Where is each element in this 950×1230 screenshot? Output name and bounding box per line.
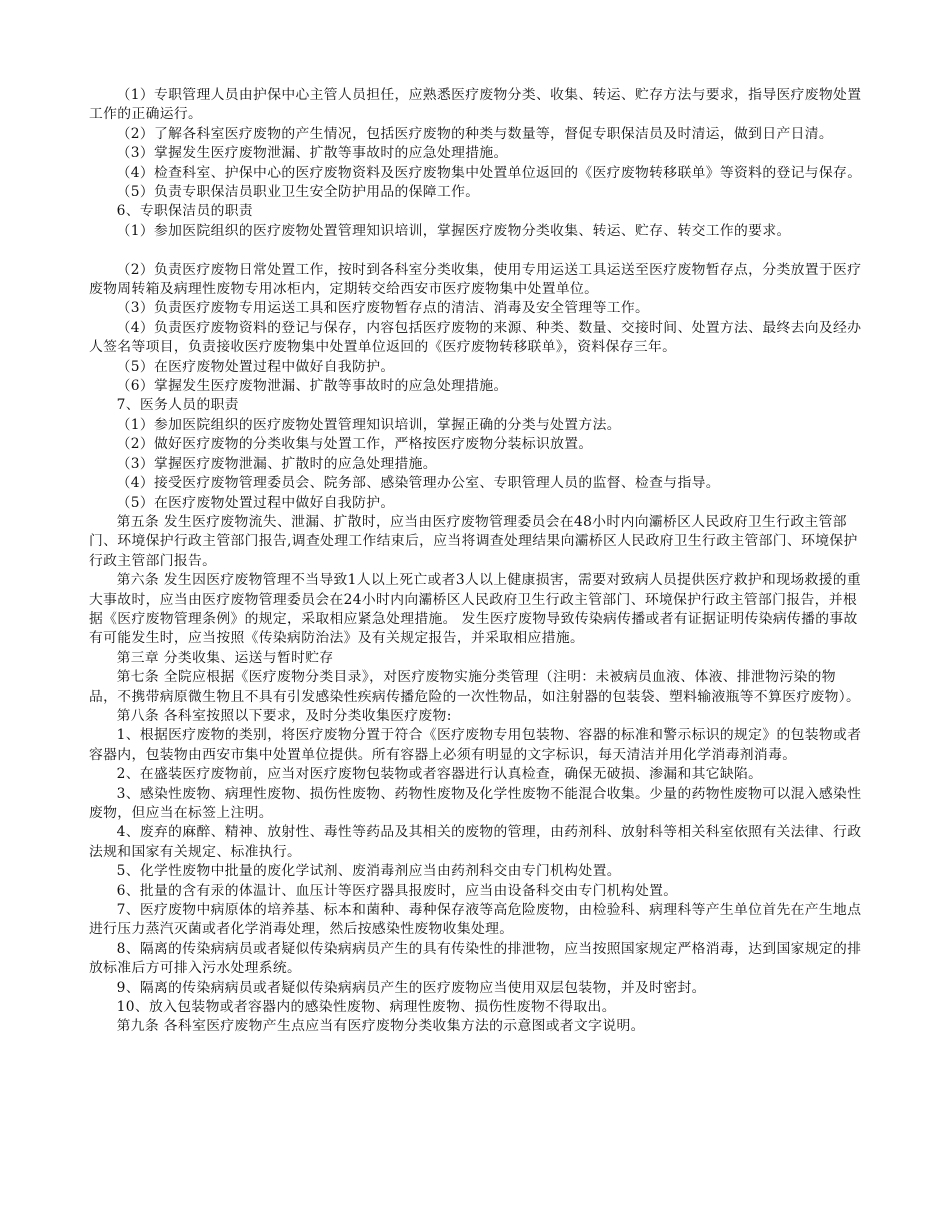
paragraph: 9、隔离的传染病病员或者疑似传染病病员产生的医疗废物应当使用双层包装物，并及时密封。: [116, 979, 706, 996]
paragraph: 第九条 各科室医疗废物产生点应当有医疗废物分类收集方法的示意图或者文字说明。: [116, 1018, 645, 1035]
paragraph: 8、隔离的传染病病员或者疑似传染病病员产生的具有传染性的排泄物，应当按照国家规定严格消毒，达到国家规定的排放标准后方可排入污水处理系统。: [89, 940, 862, 977]
blank-line: [89, 241, 863, 260]
paragraph: 第五条 发生医疗废物流失、泄漏、扩散时，应当由医疗废物管理委员会在48小时内向灞桥区人民政府卫生行政主管部门、环境保护行政主管部门报告,调查处理工作结束后，应当将调查处理结果向灞桥区人民政府卫生行政主管部门、环境保护行政主管部门报告。: [89, 513, 858, 569]
paragraph: （3）负责医疗废物专用运送工具和医疗废物暂存点的清洁、消毒及安全管理等工作。: [116, 300, 650, 317]
paragraph: 第八条 各科室按照以下要求，及时分类收集医疗废物:: [116, 707, 452, 724]
paragraph: （5）在医疗废物处置过程中做好自我防护。: [116, 494, 395, 511]
paragraph: 6、专职保洁员的职责: [116, 203, 254, 220]
paragraph: 2、在盛装医疗废物前，应当对医疗废物包装物或者容器进行认真检查，确保无破损、渗漏和其它缺陷。: [116, 766, 763, 783]
paragraph: 6、批量的含有汞的体温计、血压计等医疗器具报废时，应当由设备科交由专门机构处置。: [116, 882, 678, 899]
paragraph: （4）负责医疗废物资料的登记与保存，内容包括医疗废物的来源、种类、数量、交接时间、处置方法、最终去向及经办人签名等项目，负责接收医疗废物集中处置单位返回的《医疗废物转移联单》，资料保存三年。: [89, 319, 862, 356]
paragraph: （3）掌握发生医疗废物泄漏、扩散等事故时的应急处理措施。: [116, 145, 508, 162]
paragraph: 10、放入包装物或者容器内的感染性废物、病理性废物、损伤性废物不得取出。: [116, 999, 616, 1016]
paragraph: 4、废弃的麻醉、精神、放射性、毒性等药品及其相关的废物的管理，由药剂科、放射科等相关科室依照有关法律、行政法规和国家有关规定、标准执行。: [89, 824, 862, 860]
paragraph: （3）掌握医疗废物泄漏、扩散时的应急处理措施。: [116, 455, 437, 472]
document-page: [89, 86, 863, 1037]
paragraph: （1）参加医院组织的医疗废物处置管理知识培训，掌握正确的分类与处置方法。: [116, 416, 621, 433]
paragraph: （6）掌握发生医疗废物泄漏、扩散等事故时的应急处理措施。: [116, 378, 508, 395]
paragraph: 第三章 分类收集、运送与暂时贮存: [116, 649, 334, 666]
paragraph: 7、医疗废物中病原体的培养基、标本和菌种、毒种保存液等高危险废物，由检验科、病理科等产生单位首先在产生地点进行压力蒸汽灭菌或者化学消毒处理，然后按感染性废物收集处理。: [89, 902, 862, 938]
paragraph: （2）做好医疗废物的分类收集与处置工作，严格按医疗废物分装标识放置。: [116, 436, 593, 453]
paragraph: 7、医务人员的职责: [116, 397, 239, 414]
paragraph: （2）了解各科室医疗废物的产生情况，包括医疗废物的种类与数量等，督促专职保洁员及时清运，做到日产日清。: [116, 125, 834, 142]
paragraph: （5）负责专职保洁员职业卫生安全防护用品的保障工作。: [116, 184, 480, 201]
paragraph: 1、根据医疗废物的类别，将医疗废物分置于符合《医疗废物专用包装物、容器的标准和警示标识的规定》的包装物或者容器内，包装物由西安市集中处置单位提供。所有容器上必须有明显的文字标识，每天清洁并用化学消毒剂消毒。: [89, 727, 862, 763]
paragraph: 3、感染性废物、病理性废物、损伤性废物、药物性废物及化学性废物不能混合收集。少量的药物性废物可以混入感染性废物，但应当在标签上注明。: [89, 785, 862, 822]
paragraph: 第七条 全院应根据《医疗废物分类目录》，对医疗废物实施分类管理（注明：未被病员血液、体液、排泄物污染的物品，不携带病原微生物且不具有引发感染性疾病传播危险的一次性物品，如注射器的包装袋、塑料输液瓶等不算医疗废物）。: [89, 669, 861, 705]
paragraph: 5、化学性废物中批量的废化学试剂、废消毒剂应当由药剂科交由专门机构处置。: [116, 863, 621, 880]
paragraph: （4）检查科室、护保中心的医疗废物资料及医疗废物集中处置单位返回的《医疗废物转移联单》等资料的登记与保存。: [116, 164, 862, 181]
paragraph: （5）在医疗废物处置过程中做好自我防护。: [116, 358, 395, 375]
paragraph: （2）负责医疗废物日常处置工作，按时到各科室分类收集，使用专用运送工具运送至医疗废物暂存点，分类放置于医疗废物周转箱及病理性废物专用冰柜内，定期转交给西安市医疗废物集中处置单位。: [89, 261, 862, 298]
paragraph: 第六条 发生因医疗废物管理不当导致1人以上死亡或者3人以上健康损害，需要对致病人员提供医疗救护和现场救援的重大事故时，应当由医疗废物管理委员会在24小时内向灞桥区人民政府卫生行政主管部门、环境保护行政主管部门报告，并根据《医疗废物管理条例》的规定，采取相应紧急处理措施。 发生医疗废物导致传染病传播或者有证据证明传染病传播的事故有可能发生时，应当按照《传染病防治法》及有关规定报告，并采取相应措施。: [89, 572, 862, 647]
paragraph: （1）参加医院组织的医疗废物处置管理知识培训，掌握医疗废物分类收集、转运、贮存、转交工作的要求。: [116, 222, 791, 239]
paragraph: （1）专职管理人员由护保中心主管人员担任，应熟悉医疗废物分类、收集、转运、贮存方法与要求，指导医疗废物处置工作的正确运行。: [89, 87, 862, 123]
paragraph: （4）接受医疗废物管理委员会、院务部、感染管理办公室、专职管理人员的监督、检查与指导。: [116, 475, 720, 492]
